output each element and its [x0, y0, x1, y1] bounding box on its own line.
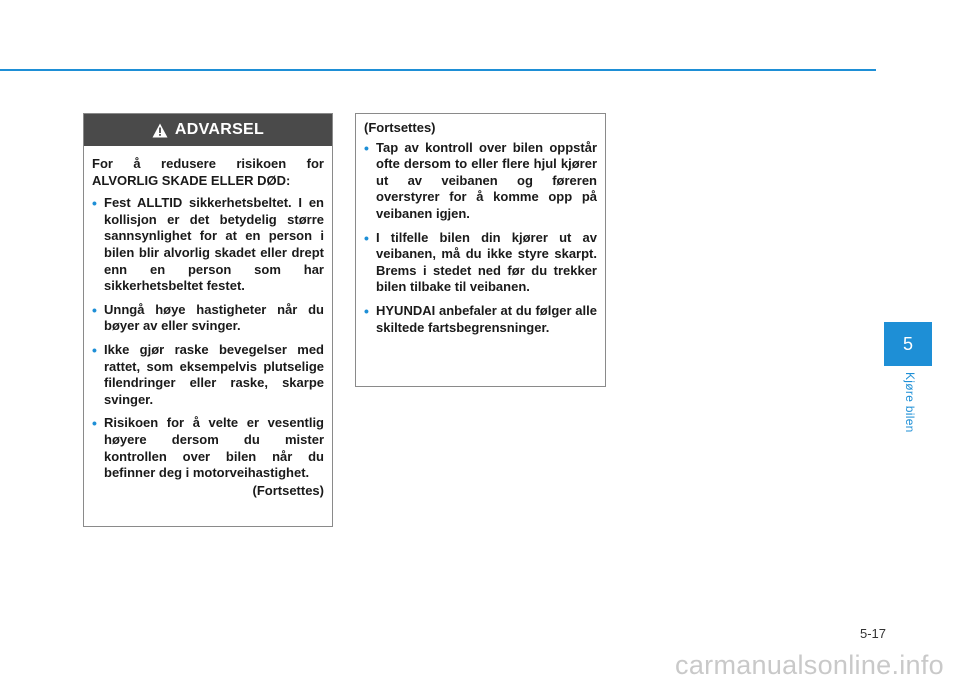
header-rule: [0, 69, 876, 71]
list-item: [92, 302, 324, 335]
bullet-dot-icon: •: [92, 301, 97, 318]
list-item: [364, 140, 597, 223]
list-item: [364, 303, 597, 336]
list-item-text: Risikoen for å velte er vesentlig høyere dersom du mister kontrollen over bilen når du befinner deg i motorveihastighet.: [104, 415, 324, 481]
warning-triangle-icon: [152, 123, 168, 138]
bullet-dot-icon: •: [364, 302, 369, 319]
warning-intro: For å redusere risikoen for ALVORLIG SKADE ELLER DØD:: [92, 156, 324, 188]
continued-label: (Fortsettes): [364, 120, 436, 135]
bullet-dot-icon: •: [92, 341, 97, 358]
watermark[interactable]: carmanualsonline.info: [675, 650, 944, 680]
warning-body-right: [356, 114, 605, 336]
list-item-text: Unngå høye hastigheter når du bøyer av eller svinger.: [104, 301, 324, 334]
warning-bullet-list: [364, 140, 597, 337]
list-item-text: Fest ALLTID sikkerhetsbeltet. I en kollisjon er det betydelig større sannsynlighet for at en person i bilen blir alvorlig skadet eller drept enn en person som har sikkerhetsbeltet festet.: [104, 195, 324, 294]
list-item: [92, 342, 324, 408]
bullet-dot-icon: •: [92, 195, 97, 212]
warning-box-left: [83, 113, 333, 527]
bullet-dot-icon: •: [92, 415, 97, 432]
list-item-text: Tap av kontroll over bilen oppstår ofte dersom to eller flere hjul kjører ut av veibanen og føreren overstyrer for å komme opp på veibanen igjen.: [376, 139, 597, 221]
list-item-text: Ikke gjør raske bevegelser med rattet, som eksempelvis plutselige filendringer eller raske, skarpe svinger.: [104, 341, 324, 407]
warning-header-label: ADVARSEL: [174, 121, 265, 138]
list-item: [92, 415, 324, 481]
list-item: [92, 195, 324, 295]
continued-label: (Fortsettes): [252, 482, 324, 498]
chapter-number: 5: [902, 333, 913, 354]
bullet-dot-icon: •: [364, 229, 369, 246]
list-item-text: HYUNDAI anbefaler at du følger alle skiltede fartsbegrensninger.: [376, 302, 597, 335]
list-item: [364, 230, 597, 296]
warning-body-left: [84, 146, 332, 499]
warning-bullet-list: [92, 195, 324, 482]
chapter-tab: [884, 322, 932, 366]
bullet-dot-icon: •: [364, 139, 369, 156]
list-item-text: I tilfelle bilen din kjører ut av veibanen, må du ikke styre skarpt. Brems i stedet ned før du trekker bilen tilbake til veibanen.: [376, 229, 597, 295]
warning-box-right: [355, 113, 606, 387]
warning-header: [84, 114, 332, 146]
page-number: 5-17: [859, 626, 886, 641]
chapter-title: Kjøre bilen: [903, 372, 917, 433]
